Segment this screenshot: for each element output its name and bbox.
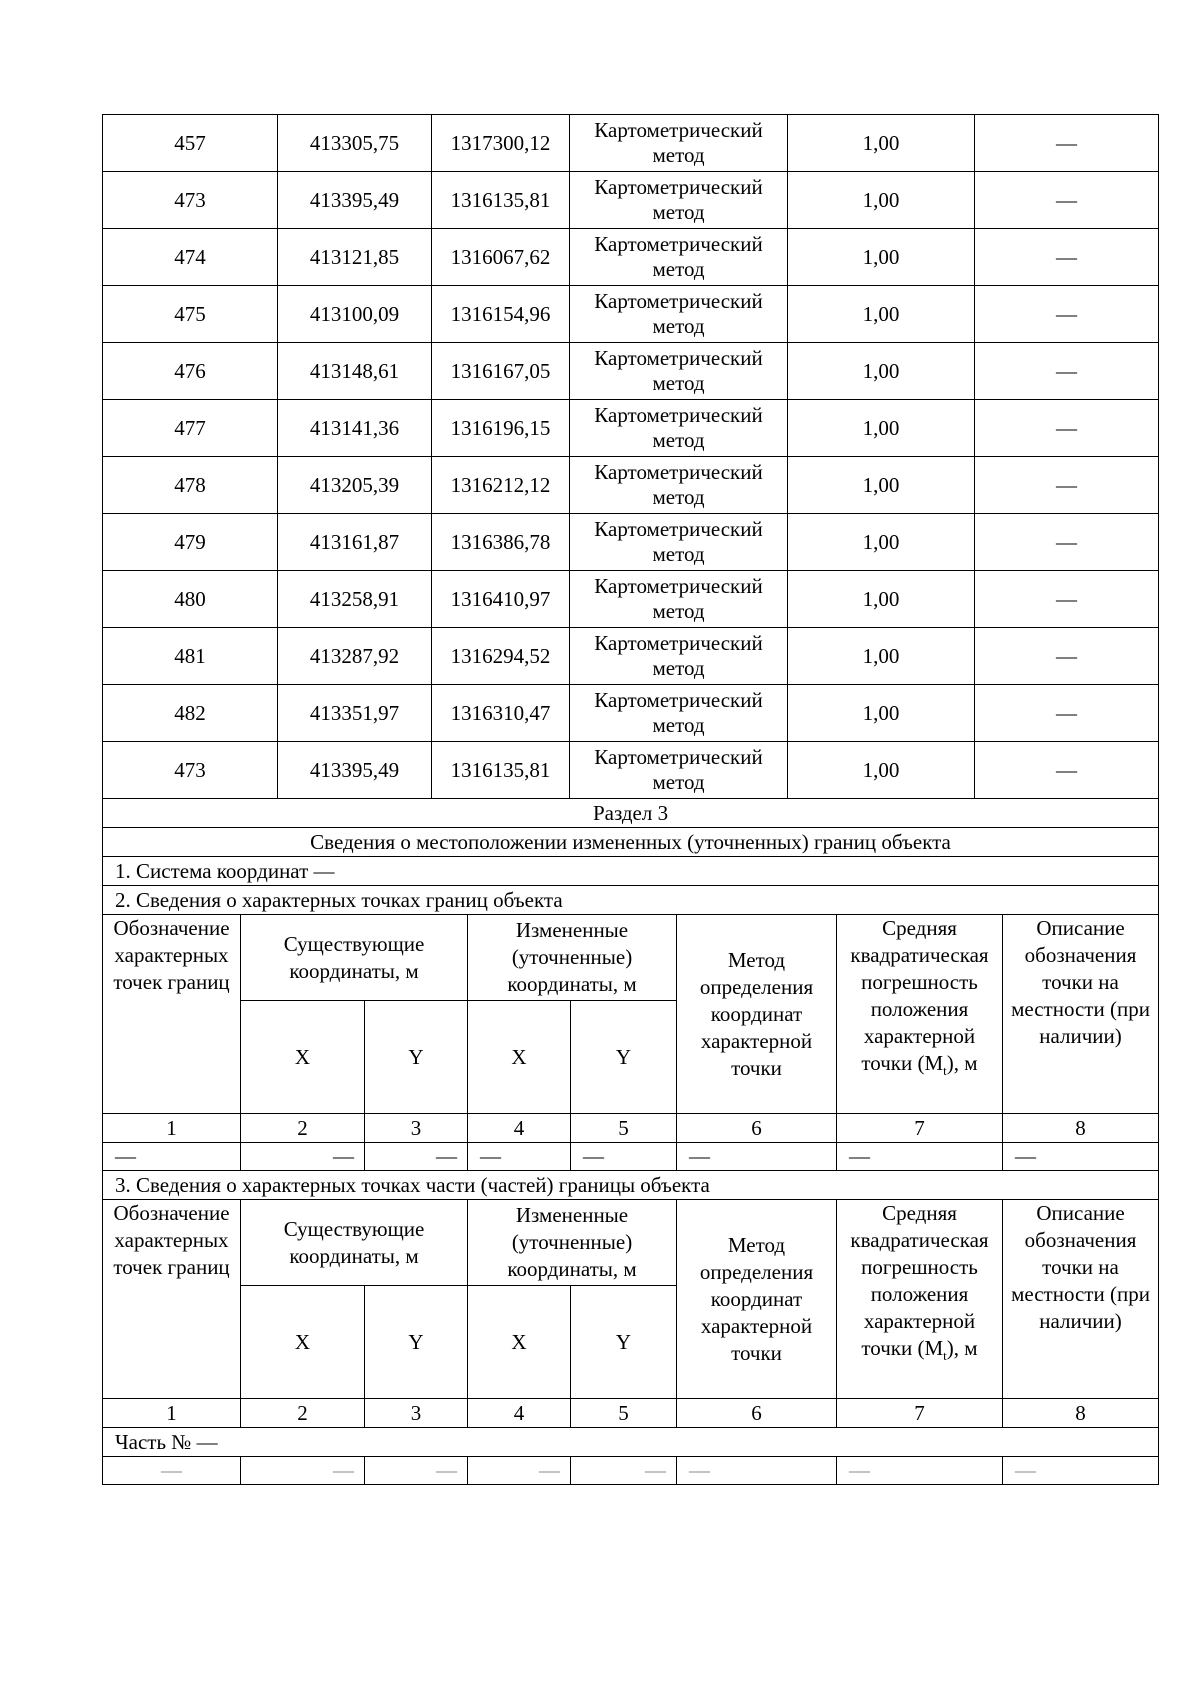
point-id-cell: 474	[103, 229, 278, 286]
header-y-changed: Y	[571, 1286, 677, 1399]
accuracy-cell: 1,00	[788, 115, 975, 172]
point-id-cell: 478	[103, 457, 278, 514]
table-row	[103, 742, 1159, 799]
boundary-points-table	[102, 114, 1159, 799]
coordinate-system-line: 1. Система координат —	[103, 857, 1159, 886]
table-row	[103, 343, 1159, 400]
accuracy-cell: 1,00	[788, 286, 975, 343]
column-numbers-row: 1 2 3 4 5 6 7 8	[103, 1399, 1159, 1428]
coord-y-cell: 1316135,81	[432, 742, 570, 799]
method-cell: Картометрический метод	[570, 229, 788, 286]
table-row	[103, 286, 1159, 343]
description-cell: —	[975, 286, 1159, 343]
point-id-cell: 473	[103, 172, 278, 229]
coord-y-cell: 1316196,15	[432, 400, 570, 457]
accuracy-cell: 1,00	[788, 628, 975, 685]
table-row	[103, 571, 1159, 628]
accuracy-cell: 1,00	[788, 514, 975, 571]
header-changed-coords: Измененные (уточненные) координаты, м	[468, 1200, 677, 1286]
method-cell: Картометрический метод	[570, 400, 788, 457]
method-cell: Картометрический метод	[570, 115, 788, 172]
section-subtitle: Сведения о местоположении измененных (уточненных) границ объекта	[103, 828, 1159, 857]
description-cell: —	[975, 115, 1159, 172]
method-cell: Картометрический метод	[570, 571, 788, 628]
coord-y-cell: 1316067,62	[432, 229, 570, 286]
header-accuracy: Средняя квадратическая погрешность положения характерной точки $(M_t)$, м	[837, 915, 1003, 1114]
header-description: Описание обозначения точки на местности (при наличии)	[1003, 915, 1159, 1114]
header-y-existing: Y	[365, 1286, 468, 1399]
accuracy-cell: 1,00	[788, 343, 975, 400]
header-existing-coords: Существующие координаты, м	[241, 915, 468, 1001]
header-description: Описание обозначения точки на местности (при наличии)	[1003, 1200, 1159, 1399]
coord-x-cell: 413121,85	[278, 229, 432, 286]
table-row	[103, 229, 1159, 286]
coord-x-cell: 413351,97	[278, 685, 432, 742]
description-cell: —	[975, 457, 1159, 514]
coord-y-cell: 1316310,47	[432, 685, 570, 742]
coord-x-cell: 413148,61	[278, 343, 432, 400]
coord-x-cell: 413258,91	[278, 571, 432, 628]
point-id-cell: 475	[103, 286, 278, 343]
header-x-existing: X	[241, 1286, 365, 1399]
method-cell: Картометрический метод	[570, 286, 788, 343]
accuracy-cell: 1,00	[788, 229, 975, 286]
table-row	[103, 685, 1159, 742]
coord-y-cell: 1317300,12	[432, 115, 570, 172]
point-id-cell: 477	[103, 400, 278, 457]
header-changed-coords: Измененные (уточненные) координаты, м	[468, 915, 677, 1001]
header-method: Метод определения координат характерной точки	[677, 1200, 837, 1399]
coord-x-cell: 413141,36	[278, 400, 432, 457]
method-cell: Картометрический метод	[570, 628, 788, 685]
header-x-changed: X	[468, 1286, 571, 1399]
accuracy-cell: 1,00	[788, 457, 975, 514]
table-row	[103, 628, 1159, 685]
method-cell: Картометрический метод	[570, 514, 788, 571]
column-numbers-row: 1 2 3 4 5 6 7 8	[103, 1114, 1159, 1143]
header-y-existing: Y	[365, 1001, 468, 1114]
point-id-cell: 482	[103, 685, 278, 742]
point-id-cell: 476	[103, 343, 278, 400]
header-y-changed: Y	[571, 1001, 677, 1114]
table-row	[103, 400, 1159, 457]
point-id-cell: 480	[103, 571, 278, 628]
point-id-cell: 473	[103, 742, 278, 799]
header-x-changed: X	[468, 1001, 571, 1114]
header-point-designation: Обозначение характерных точек границ	[103, 1200, 241, 1399]
item3-title: 3. Сведения о характерных точках части (частей) границы объекта	[103, 1171, 1159, 1200]
table-row	[103, 172, 1159, 229]
description-cell: —	[975, 742, 1159, 799]
coord-y-cell: 1316410,97	[432, 571, 570, 628]
point-id-cell: 457	[103, 115, 278, 172]
description-cell: —	[975, 229, 1159, 286]
coord-x-cell: 413395,49	[278, 172, 432, 229]
coord-x-cell: 413205,39	[278, 457, 432, 514]
coord-y-cell: 1316212,12	[432, 457, 570, 514]
accuracy-cell: 1,00	[788, 685, 975, 742]
description-cell: —	[975, 571, 1159, 628]
accuracy-cell: 1,00	[788, 742, 975, 799]
coord-x-cell: 413395,49	[278, 742, 432, 799]
method-cell: Картометрический метод	[570, 457, 788, 514]
coord-x-cell: 413287,92	[278, 628, 432, 685]
description-cell: —	[975, 628, 1159, 685]
description-cell: —	[975, 685, 1159, 742]
description-cell: —	[975, 400, 1159, 457]
table-row	[103, 115, 1159, 172]
coord-y-cell: 1316154,96	[432, 286, 570, 343]
coord-y-cell: 1316167,05	[432, 343, 570, 400]
point-id-cell: 479	[103, 514, 278, 571]
accuracy-cell: 1,00	[788, 400, 975, 457]
part-number-label: Часть № —	[103, 1428, 1159, 1457]
header-method: Метод определения координат характерной точки	[677, 915, 837, 1114]
header-existing-coords: Существующие координаты, м	[241, 1200, 468, 1286]
empty-points-row: — — — — — — — —	[103, 1143, 1159, 1171]
description-cell: —	[975, 514, 1159, 571]
coord-y-cell: 1316386,78	[432, 514, 570, 571]
header-accuracy: Средняя квадратическая погрешность положения характерной точки $(M_t)$, м	[837, 1200, 1003, 1399]
accuracy-cell: 1,00	[788, 172, 975, 229]
header-x-existing: X	[241, 1001, 365, 1114]
coord-x-cell: 413305,75	[278, 115, 432, 172]
accuracy-cell: 1,00	[788, 571, 975, 628]
coord-y-cell: 1316135,81	[432, 172, 570, 229]
method-cell: Картометрический метод	[570, 685, 788, 742]
section-title: Раздел 3	[103, 799, 1159, 828]
table-row	[103, 514, 1159, 571]
empty-part-points-row: — — — — — — — —	[103, 1457, 1159, 1485]
coord-y-cell: 1316294,52	[432, 628, 570, 685]
item2-title: 2. Сведения о характерных точках границ объекта	[103, 886, 1159, 915]
method-cell: Картометрический метод	[570, 742, 788, 799]
point-id-cell: 481	[103, 628, 278, 685]
description-cell: —	[975, 172, 1159, 229]
header-point-designation: Обозначение характерных точек границ	[103, 915, 241, 1114]
coord-x-cell: 413100,09	[278, 286, 432, 343]
table-row	[103, 457, 1159, 514]
section3-table	[102, 798, 1159, 1485]
method-cell: Картометрический метод	[570, 172, 788, 229]
method-cell: Картометрический метод	[570, 343, 788, 400]
description-cell: —	[975, 343, 1159, 400]
coord-x-cell: 413161,87	[278, 514, 432, 571]
